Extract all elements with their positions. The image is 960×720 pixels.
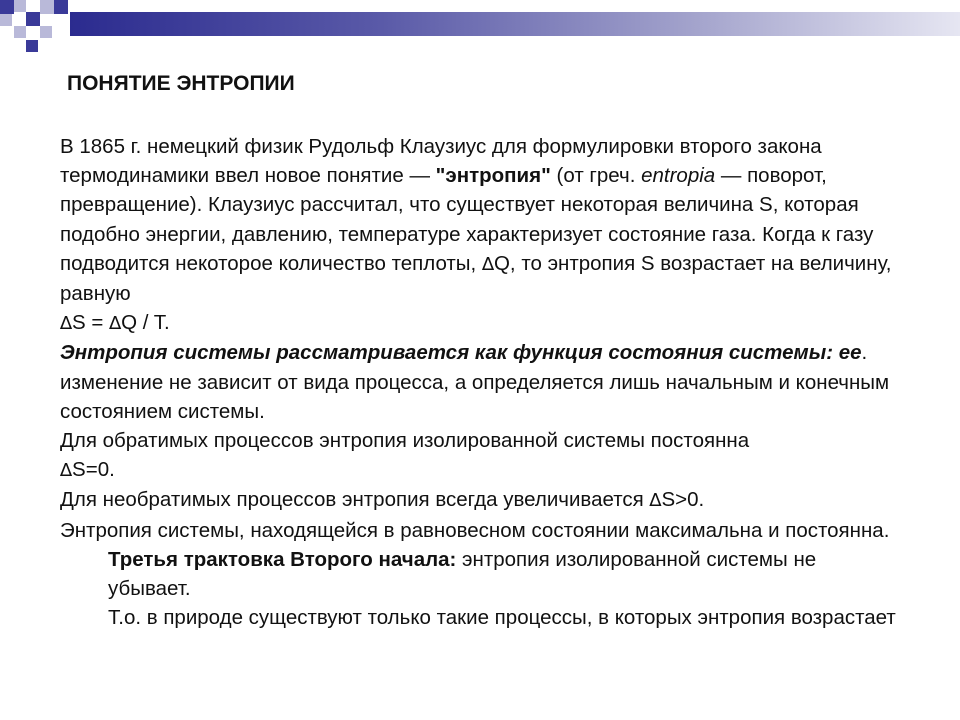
decor-square: [26, 40, 38, 52]
decor-square: [26, 12, 40, 26]
text-span: Q, то энтропия S возрастает на величину, равную: [60, 251, 892, 306]
paragraph-conclusion: Т.о. в природе существуют только такие процессы, в которых энтропия возрастает: [108, 606, 896, 630]
slide-body: [60, 132, 900, 632]
text-span: Q / T.: [121, 311, 170, 335]
decor-square: [14, 26, 26, 38]
header-gradient-bar: [70, 12, 960, 36]
paragraph-irreversible: [60, 485, 900, 515]
greek-word: entropia: [641, 164, 716, 188]
decor-square: [54, 0, 68, 14]
text-span: энтропия изолированной системы не убывает.: [108, 547, 817, 601]
paragraph-reversible: [60, 426, 900, 485]
paragraph-clausius: [60, 132, 900, 338]
paragraph-equilibrium: Энтропия системы, находящейся в равновесном состоянии максимальна и постоянна.: [60, 518, 890, 542]
bold-italic-statement: Энтропия системы рассматривается как функция состояния системы: ее: [60, 341, 862, 365]
paragraph-state-function: [60, 338, 900, 426]
text-span: S=0.: [72, 458, 115, 482]
text-span: S =: [72, 311, 110, 335]
decor-square: [40, 0, 54, 14]
delta-symbol: ∆: [60, 313, 73, 335]
delta-symbol: ∆: [60, 460, 73, 482]
header-decoration: [0, 0, 960, 60]
text-span: В 1865 г. немецкий физик Рудольф Клаузиус для формулировки второго закона термодинамики ввел новое понятие —: [60, 135, 822, 188]
text-span: Для обратимых процессов энтропия изолированной системы постоянна: [60, 429, 750, 453]
term-entropy: "энтропия": [435, 164, 551, 188]
decor-square: [14, 0, 26, 12]
text-span: . изменение не зависит от вида процесса, а определяется лишь начальным и конечным состоянием системы.: [60, 341, 890, 423]
delta-symbol: ∆: [649, 490, 662, 512]
text-span: (от греч.: [550, 164, 642, 188]
paragraph-third-interpretation: [60, 545, 900, 603]
text-span: Для необратимых процессов энтропия всегда увеличивается: [60, 488, 650, 512]
text-span: — поворот, превращение). Клаузиус рассчитал, что существует некоторая величина S, которая подобно энергии, давлению, температуре характеризует состояние газа. Когда к газу подводится некоторое количество теплоты,: [60, 164, 874, 275]
decor-square: [0, 0, 14, 14]
slide-title: ПОНЯТИЕ ЭНТРОПИИ: [67, 72, 295, 95]
text-span: S>0.: [661, 488, 705, 512]
delta-symbol: ∆: [109, 313, 122, 335]
decor-square: [0, 14, 12, 26]
bold-lead: Третья трактовка Второго начала:: [108, 547, 457, 571]
decor-square: [40, 26, 52, 38]
delta-symbol: ∆: [481, 253, 494, 275]
